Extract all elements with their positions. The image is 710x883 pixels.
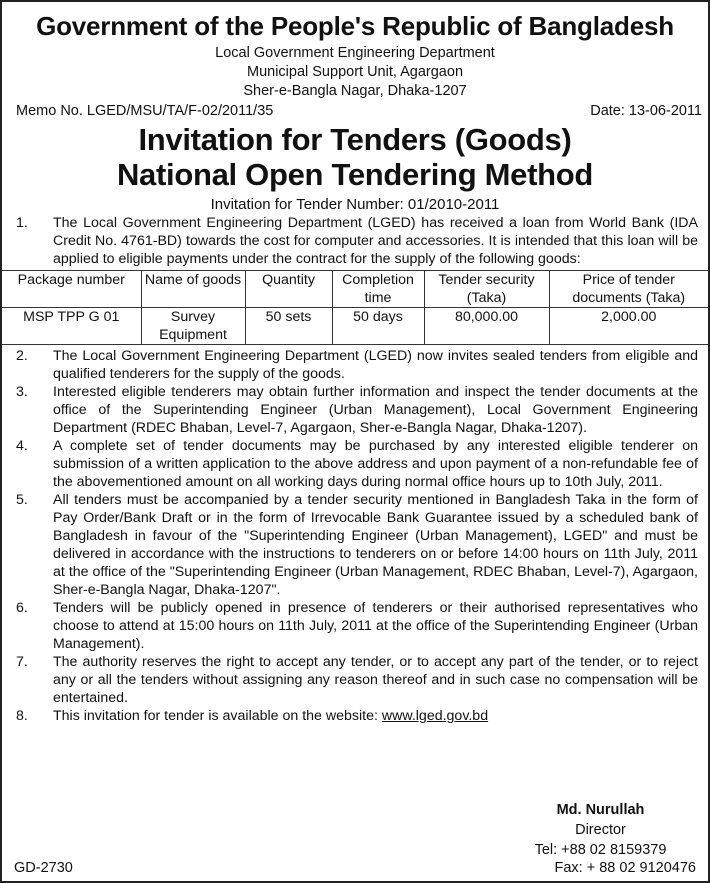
list-item [2,491,708,599]
notice-date: Date: 13-06-2011 [590,103,702,119]
gd-code: GD-2730 [14,860,73,876]
paragraph-number: 8. [16,708,28,724]
signatory-name: Md. Nurullah [556,802,645,818]
website-text: This invitation for tender is available on the website: [53,708,378,724]
table-cell: 50 sets [245,308,332,345]
paragraph-number: 7. [16,654,28,670]
column-header: Completion time [332,271,424,308]
list-item [2,347,708,383]
notice-heading: Invitation for Tenders (Goods) [138,122,572,157]
table-cell: 50 days [332,308,424,345]
paragraph-text: A complete set of tender documents may be purchased by any interested eligible tenderer on submission of a written application to the above address and upon payment of a non-refundable fee of the abovementioned amount on all working days during normal office hours up to 10th July, 2011. [53,438,698,490]
paragraph-number: 5. [16,492,28,508]
paragraph-number: 3. [16,384,28,400]
column-header: Quantity [245,271,332,308]
paragraph-text: Interested eligible tenderers may obtain further information and inspect the tender documents at the office of the Superintending Engineer (Urban Management), Local Government Engineering Department (RDEC Bhaban, Level-7, Agargaon, Sher-e-Bangla Nagar, Dhaka-1207). [53,384,698,436]
table-cell: MSP TPP G 01 [2,308,141,345]
table-cell: 2,000.00 [549,308,708,345]
unit-name: Municipal Support Unit, Agargaon [246,64,464,80]
paragraph-number: 2. [16,348,28,364]
column-header: Price of tender documents (Taka) [549,271,708,308]
signature-block [493,800,708,860]
tender-number: Invitation for Tender Number: 01/2010-2011 [210,196,500,213]
website-link[interactable]: www.lged.gov.bd [381,708,489,724]
memo-number: Memo No. LGED/MSU/TA/F-02/2011/35 [16,103,274,119]
paragraph-number: 4. [16,438,28,454]
paragraph-text: All tenders must be accompanied by a tender security mentioned in Bangladesh Taka in the form of Pay Order/Bank Draft or in the form of Irrevocable Bank Guarantee issued by a scheduled bank of Bangladesh in favour of the "Superintending Engineer (Urban Management), LGED" and must be delivered in accordance with the instructions to tenderers on or before 14:00 hours on 11th July, 2011 at the office of the "Superintending Engineer (Urban Management, RDEC Bhaban, Level-7), Agargaon, Sher-e-Bangla Nagar, Dhaka-1207". [53,492,698,598]
table-header-row [2,271,708,308]
column-header: Tender security (Taka) [424,271,549,308]
list-item [2,653,708,707]
goods-table [2,270,708,345]
paragraph-number: 1. [16,215,28,231]
paragraph-text: Tenders will be publicly opened in presence of tenderers or their authorised representatives who choose to attend at 15:00 hours on 11th July, 2011 at the office of the Superintending Engineer (Urban Management). [53,600,698,652]
list-item [2,707,708,725]
paragraph-text [53,707,698,725]
fax-number: Fax: + 88 02 9120476 [554,860,696,876]
intro-paragraph [2,214,708,268]
paragraph-text: The Local Government Engineering Department (LGED) now invites sealed tenders from eligible and qualified tenderers for the supply of the goods. [53,348,698,382]
signatory-title: Director [575,822,626,838]
office-address: Sher-e-Bangla Nagar, Dhaka-1207 [243,83,467,99]
conditions-list [2,347,708,725]
list-item [2,383,708,437]
column-header: Name of goods [141,271,245,308]
list-item [2,599,708,653]
telephone: Tel: +88 02 8159379 [534,842,667,858]
column-header: Package number [2,271,141,308]
government-title: Government of the People's Republic of Bangladesh [36,11,674,41]
table-cell: 80,000.00 [424,308,549,345]
list-item [2,437,708,491]
paragraph-text: The Local Government Engineering Department (LGED) has received a loan from World Bank (IDA Credit No. 4761-BD) towards the cost for computer and accessories. It is intended that this loan will be applied to eligible payments under the contract for the supply of the following goods: [53,215,698,267]
department-name: Local Government Engineering Department [215,45,495,61]
memo-row [2,102,708,120]
paragraph-number: 6. [16,600,28,616]
table-cell: Survey Equipment [141,308,245,345]
paragraph-text: The authority reserves the right to accept any tender, or to accept any part of the tender, or to reject any or all the tenders without assigning any reason thereof and in such case no compensation will be entertained. [53,654,698,706]
table-row [2,308,708,345]
method-heading: National Open Tendering Method [116,157,594,192]
